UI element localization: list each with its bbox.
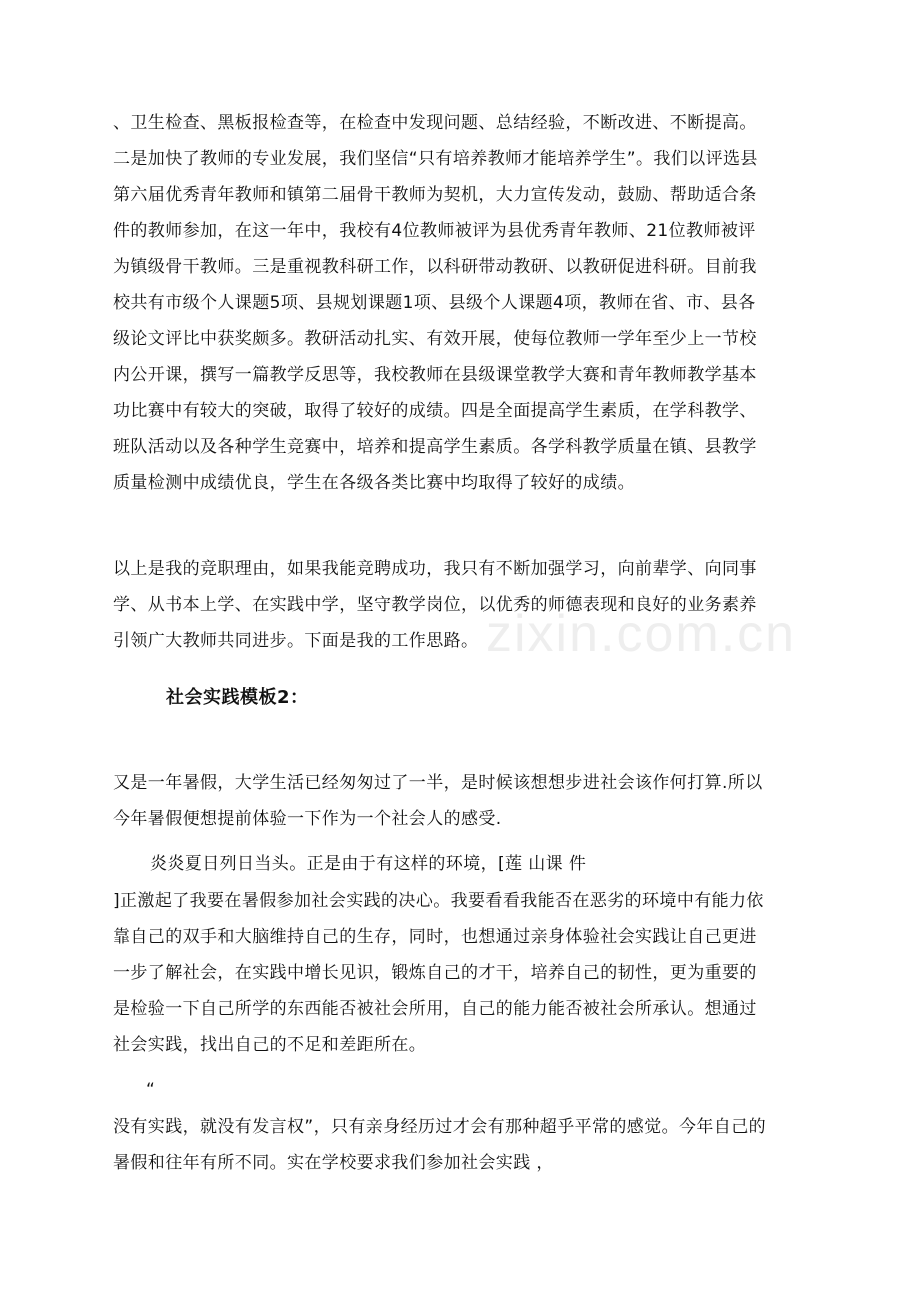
text-line: 为镇级骨干教师。三是重视教科研工作，以科研带动教研、以教研促进科研。目前我 bbox=[113, 257, 757, 277]
text-line: 没有实践，就没有发言权”，只有亲身经历过才会有那种超乎平常的感觉。今年自己的 bbox=[113, 1117, 767, 1137]
quote-mark: “ bbox=[146, 1080, 155, 1100]
text-line: 又是一年暑假，大学生活已经匆匆过了一半，是时候该想想步进社会该作何打算.所以 bbox=[113, 773, 763, 793]
text-line: 内公开课，撰写一篇教学反思等，我校教师在县级课堂教学大赛和青年教师教学基本 bbox=[113, 365, 757, 385]
text-line: 二是加快了教师的专业发展，我们坚信“只有培养教师才能培养学生”。我们以评选县 bbox=[113, 149, 758, 169]
text-line: 、卫生检查、黑板报检查等，在检查中发现问题、总结经验，不断改进、不断提高。 bbox=[113, 113, 757, 133]
text-line: 今年暑假便想提前体验一下作为一个社会人的感受. bbox=[113, 809, 502, 829]
text-line: 学、从书本上学、在实践中学，坚守教学岗位，以优秀的师德表现和良好的业务素养 bbox=[113, 595, 757, 615]
watermark: zixin.com.cn bbox=[486, 605, 797, 663]
text-line: 件的教师参加，在这一年中，我校有4位教师被评为县优秀青年教师、21位教师被评 bbox=[113, 221, 756, 241]
text-line: ]正激起了我要在暑假参加社会实践的决心。我要看看我能否在恶劣的环境中有能力依 bbox=[113, 891, 764, 911]
text-line: 级论文评比中获奖颇多。教研活动扎实、有效开展，使每位教师一学年至少上一节校 bbox=[113, 329, 757, 349]
text-line: 靠自己的双手和大脑维持自己的生存，同时，也想通过亲身体验社会实践让自己更进 bbox=[113, 927, 757, 947]
text-line: 第六届优秀青年教师和镇第二届骨干教师为契机，大力宣传发动，鼓励、帮助适合条 bbox=[113, 185, 757, 205]
text-line: 一步了解社会，在实践中增长见识，锻炼自己的才干，培养自己的韧性，更为重要的 bbox=[113, 963, 757, 983]
section-heading: 社会实践模板2： bbox=[166, 687, 309, 708]
text-line: 校共有市级个人课题5项、县规划课题1项、县级个人课题4项，教师在省、市、县各 bbox=[113, 293, 756, 313]
text-line-indented: 炎炎夏日列日当头。正是由于有这样的环境，[莲 山课 件 bbox=[150, 854, 587, 874]
text-line: 是检验一下自己所学的东西能否被社会所用，自己的能力能否被社会所承认。想通过 bbox=[113, 999, 757, 1019]
text-line: 以上是我的竞职理由，如果我能竞聘成功，我只有不断加强学习，向前辈学、向同事 bbox=[113, 559, 757, 579]
text-line: 暑假和往年有所不同。实在学校要求我们参加社会实践 ， bbox=[113, 1153, 554, 1173]
text-line: 社会实践，找出自己的不足和差距所在。 bbox=[113, 1035, 427, 1055]
text-line: 功比赛中有较大的突破，取得了较好的成绩。四是全面提高学生素质，在学科教学、 bbox=[113, 401, 757, 421]
text-line: 引领广大教师共同进步。下面是我的工作思路。 bbox=[113, 631, 479, 651]
text-line: 班队活动以及各种学生竞赛中，培养和提高学生素质。各学科教学质量在镇、县教学 bbox=[113, 437, 757, 457]
text-line: 质量检测中成绩优良，学生在各级各类比赛中均取得了较好的成绩。 bbox=[113, 473, 635, 493]
